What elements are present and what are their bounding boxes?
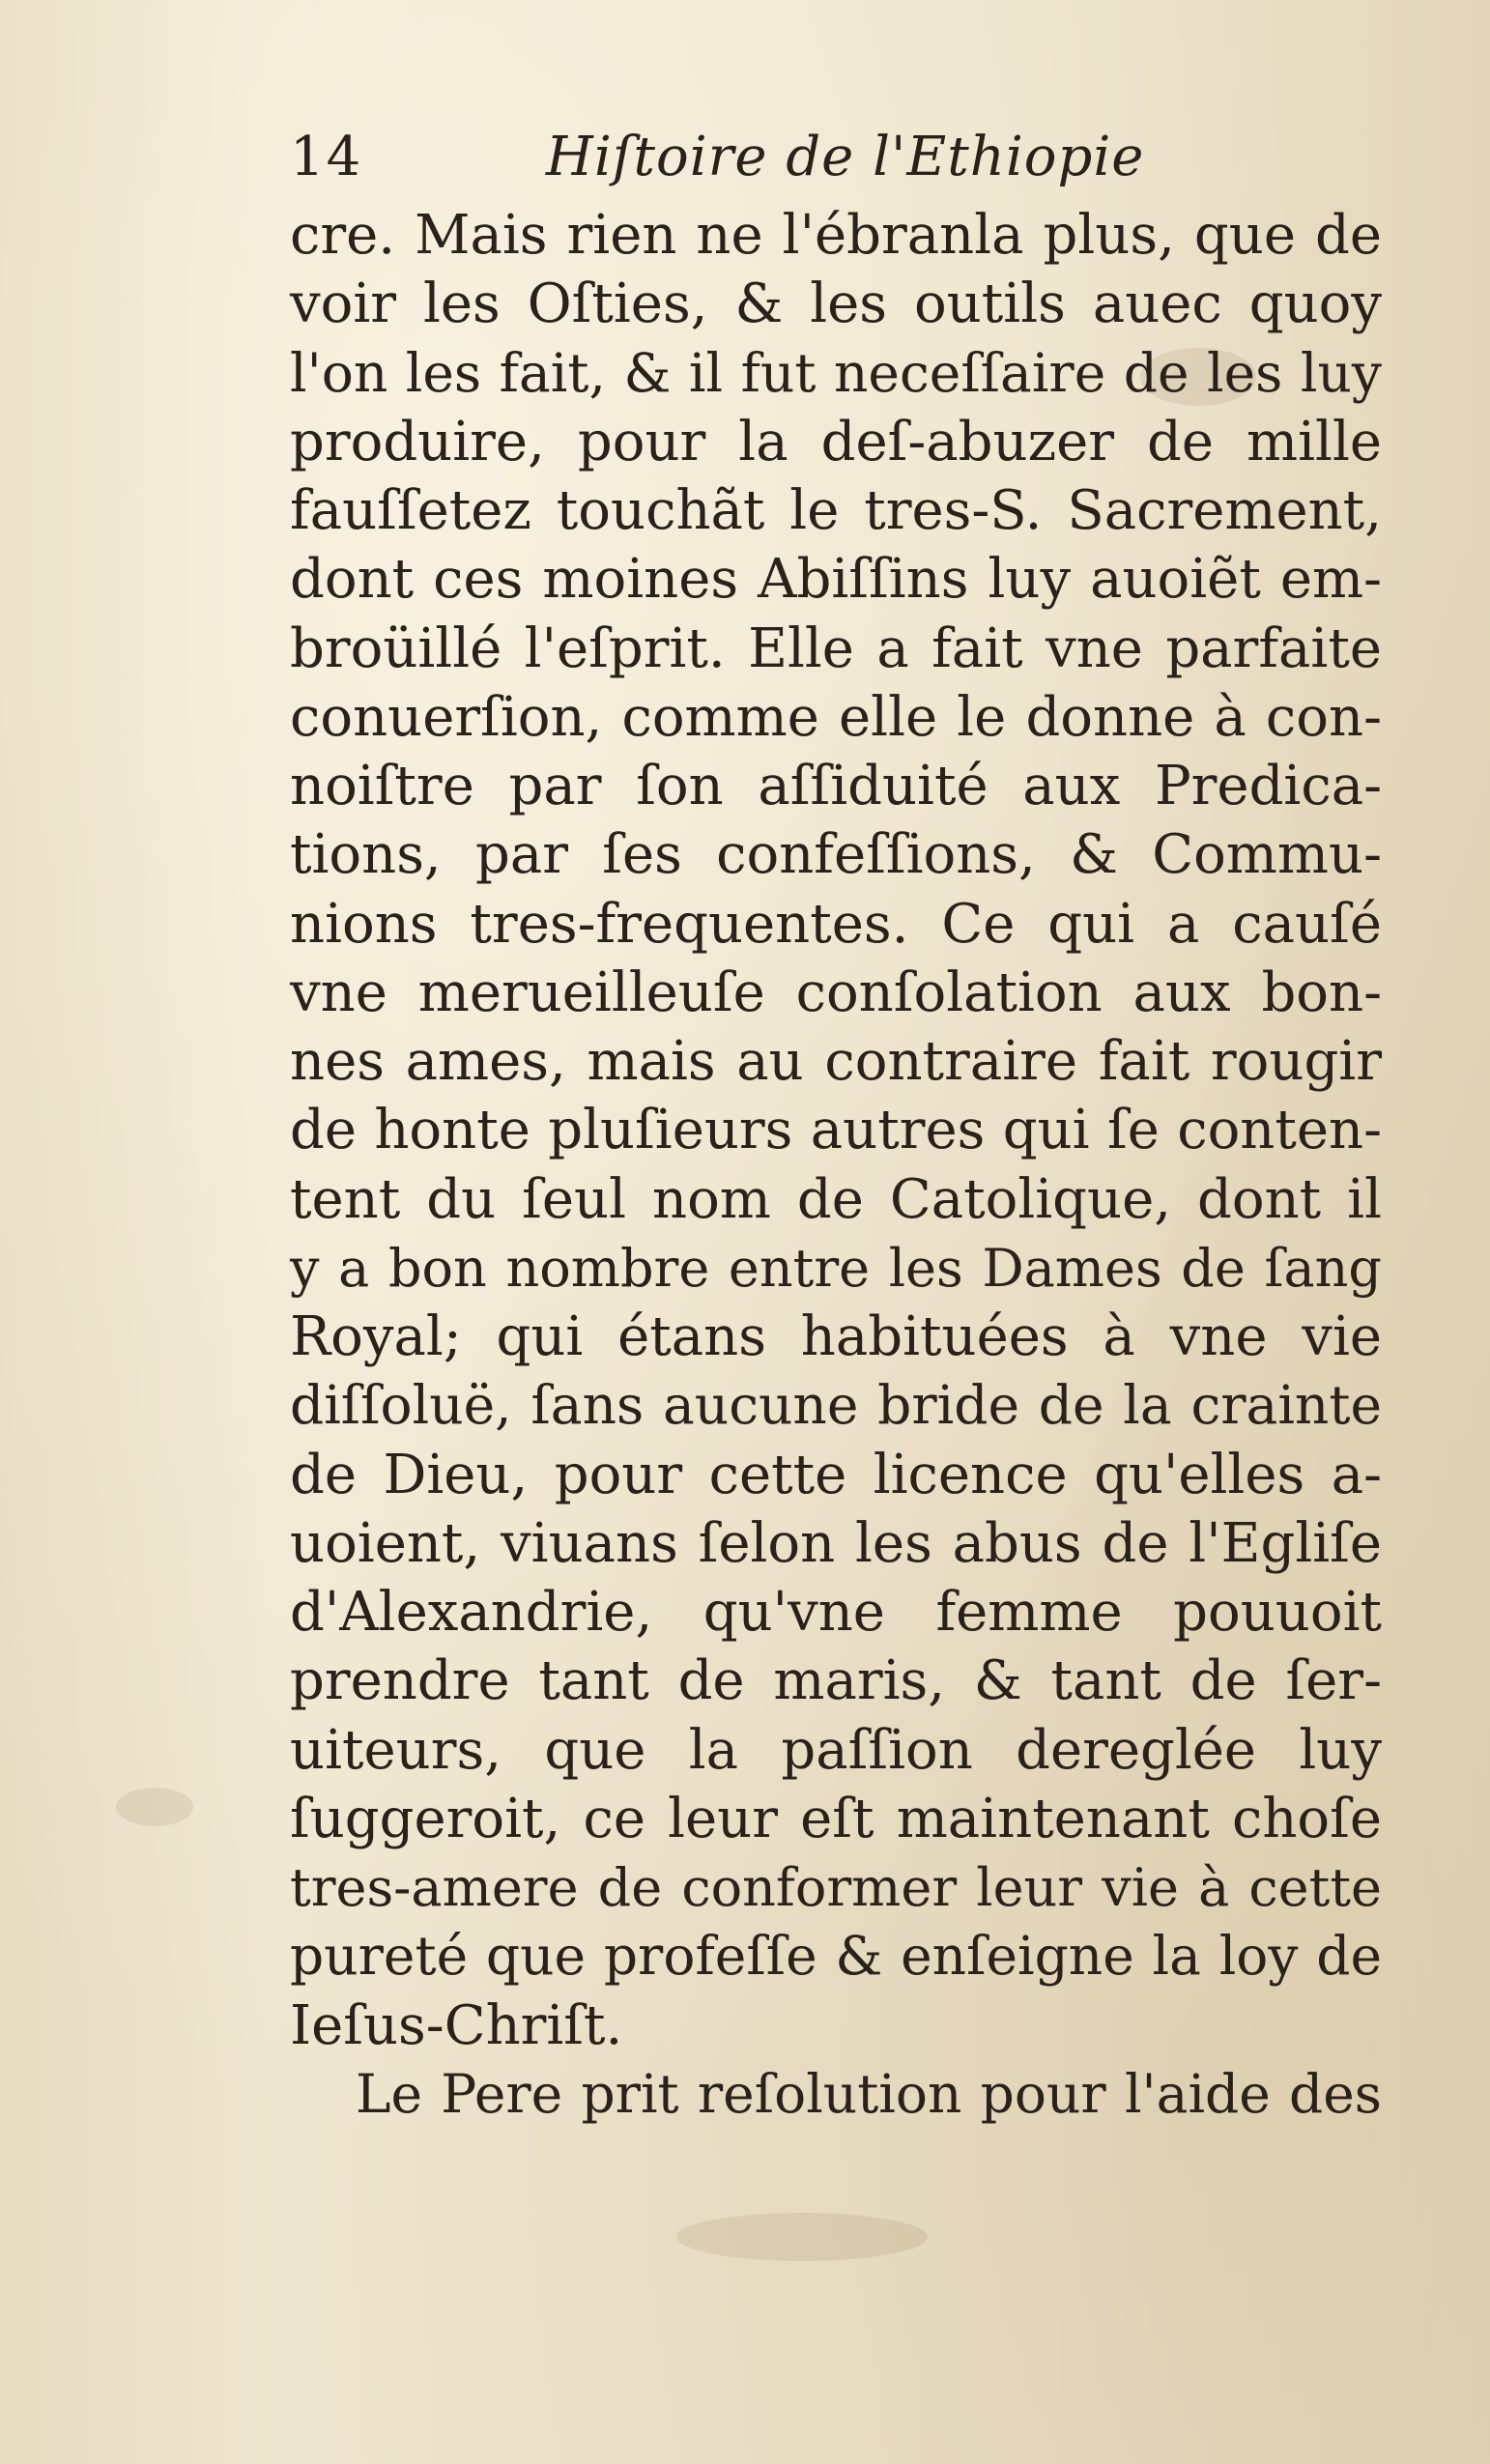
text-line: uiteurs, que la paſſion dereglée luy bbox=[290, 1718, 1382, 1782]
text-line: de honte pluſieurs autres qui ſe conten- bbox=[290, 1099, 1382, 1162]
page-number: 14 bbox=[290, 126, 363, 188]
text-line: uoient, viuans ſelon les abus de l'Egliſe bbox=[290, 1511, 1382, 1575]
text-line: tions, par ſes confeſſions, & Commu- bbox=[290, 823, 1382, 887]
paper-stain bbox=[116, 1788, 193, 1826]
text-line: nions tres-frequentes. Ce qui a cauſé bbox=[290, 892, 1382, 956]
text-line: ſuggeroit, ce leur eſt maintenant choſe bbox=[290, 1787, 1382, 1850]
text-line: nes ames, mais au contraire fait rougir bbox=[290, 1030, 1382, 1093]
paper-stain bbox=[676, 2213, 928, 2261]
text-line: broüillé l'eſprit. Elle a fait vne parfaite bbox=[290, 616, 1382, 680]
text-line: prendre tant de maris, & tant de ſer- bbox=[290, 1649, 1382, 1713]
text-line: d'Alexandrie, qu'vne femme pouuoit bbox=[290, 1581, 1382, 1644]
text-line: diſſoluë, ſans aucune bride de la crainte bbox=[290, 1374, 1382, 1437]
paragraph-start-line: Le Pere prit reſolution pour l'aide des bbox=[356, 2062, 1382, 2125]
text-line: pureté que profeſſe & enſeigne la loy de bbox=[290, 1925, 1382, 1988]
text-line: tent du ſeul nom de Catolique, dont il bbox=[290, 1167, 1382, 1231]
text-line: fauſſetez touchãt le tres-S. Sacrement, bbox=[290, 479, 1382, 542]
text-line: conuerſion, comme elle le donne à con- bbox=[290, 685, 1382, 749]
paragraph-end-line: Ieſus-Chriſt. bbox=[290, 1993, 623, 2057]
running-title: Hiſtoire de l'Ethiopie bbox=[546, 126, 1145, 188]
text-line: vne merueilleuſe conſolation aux bon- bbox=[290, 960, 1382, 1024]
text-line: l'on les fait, & il fut neceſſaire de les luy bbox=[290, 341, 1382, 404]
text-line: y a bon nombre entre les Dames de ſang bbox=[290, 1237, 1382, 1299]
text-line: dont ces moines Abiſſins luy auoiẽt em- bbox=[290, 548, 1382, 612]
body-text bbox=[290, 201, 1382, 2129]
text-line: cre. Mais rien ne l'ébranla plus, que de bbox=[290, 204, 1382, 267]
text-line: produire, pour la deſ-abuzer de mille bbox=[290, 410, 1382, 473]
text-line: Royal; qui étans habituées à vne vie bbox=[290, 1305, 1382, 1368]
text-line: voir les Oſties, & les outils auec quoy bbox=[290, 272, 1382, 336]
text-line: tres-amere de conformer leur vie à cette bbox=[290, 1857, 1382, 1918]
running-head bbox=[290, 114, 1382, 201]
text-line: noiſtre par ſon aſſiduité aux Predica- bbox=[290, 755, 1382, 817]
text-line: de Dieu, pour cette licence qu'elles a- bbox=[290, 1443, 1382, 1506]
